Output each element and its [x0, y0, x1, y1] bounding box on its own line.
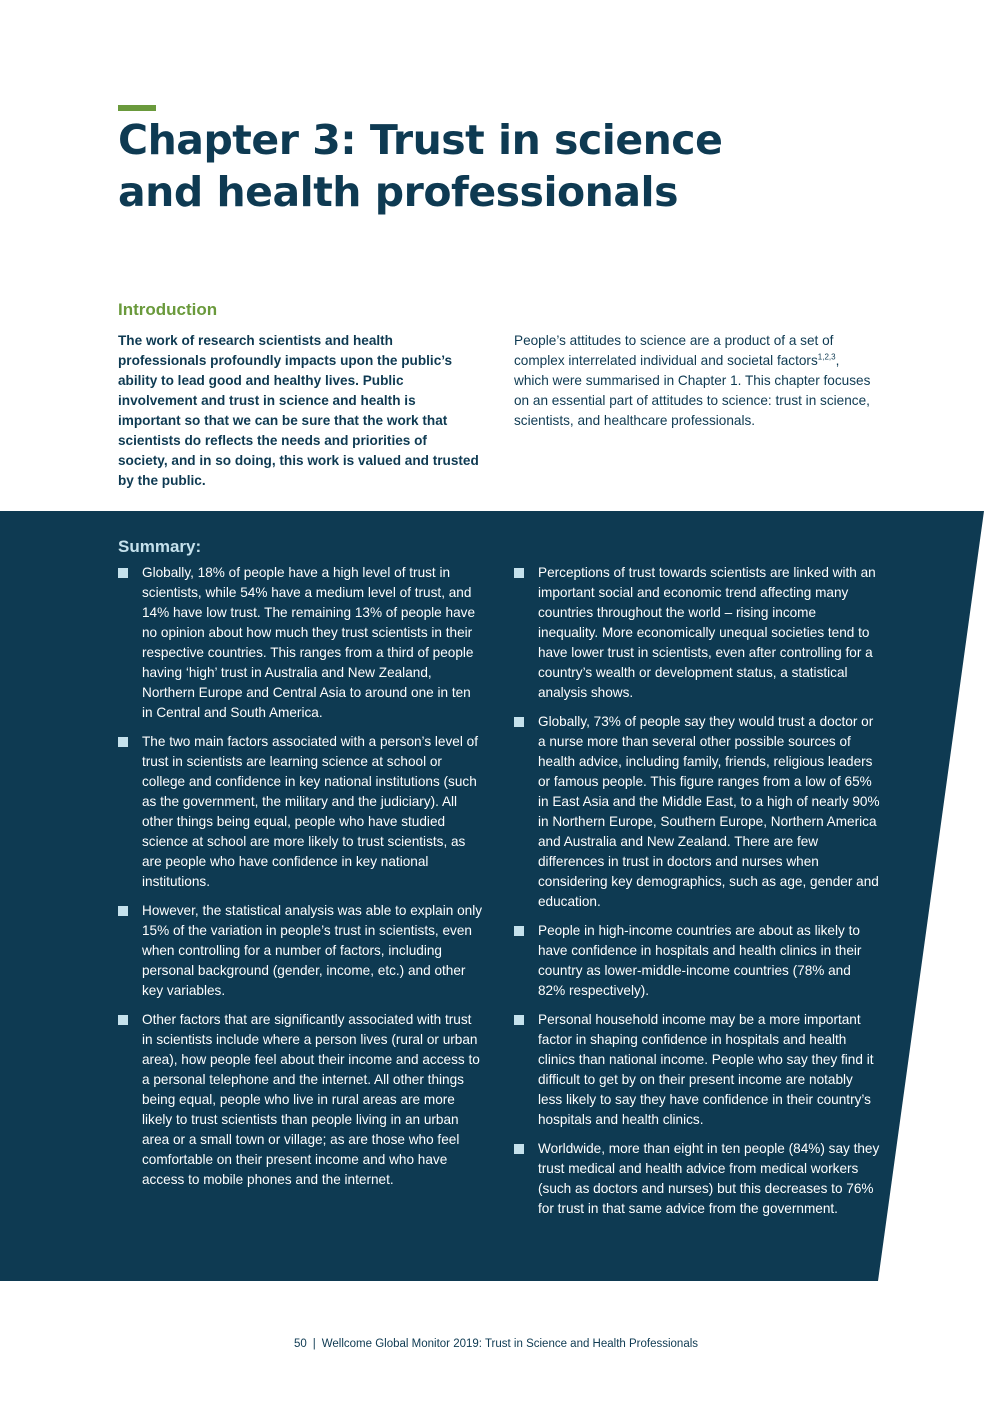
summary-item: [118, 732, 484, 892]
summary-list-left: [118, 563, 484, 1199]
square-bullet-icon: [514, 717, 524, 727]
footer-separator: |: [312, 1338, 316, 1350]
publication-title: Wellcome Global Monitor 2019: Trust in Science and Health Professionals: [321, 1338, 699, 1350]
summary-item-text: Personal household income may be a more important factor in shaping confidence in hospitals and health clinics than national income. People who say they find it difficult to get by on their present income are notably less likely to say they have confidence in their country’s hospitals and health clinics.: [538, 1012, 874, 1127]
square-bullet-icon: [514, 1144, 524, 1154]
introduction-body-paragraph: [514, 331, 876, 431]
introduction-heading: Introduction: [118, 300, 218, 319]
summary-item: [514, 1010, 880, 1130]
summary-item-text: However, the statistical analysis was able to explain only 15% of the variation in people’s trust in scientists, even when controlling for a number of factors, including personal background (gender, income, etc.) and other key variables.: [142, 903, 483, 998]
square-bullet-icon: [118, 568, 128, 578]
summary-list-right: [514, 563, 880, 1228]
summary-item-text: Globally, 18% of people have a high level of trust in scientists, while 54% have a medium level of trust, and 14% have low trust. The remaining 13% of people have no opinion about how much they trust scientists in their respective countries. This ranges from a third of people having ‘high’ trust in Australia and New Zealand, Northern Europe and Central Asia to around one in ten in Central and South America.: [142, 565, 476, 720]
summary-heading: Summary:: [118, 537, 202, 556]
summary-item: [118, 901, 484, 1001]
summary-item-text: Globally, 73% of people say they would trust a doctor or a nurse more than several other possible sources of health advice, including family, friends, religious leaders or famous people. This figure ranges from a low of 65% in East Asia and the Middle East, to a high of nearly 90% in Northern Europe, Southern Europe, Northern America and Australia and New Zealand. There are few differences in trust in doctors and nurses when considering key demographics, such as age, gender and education.: [538, 714, 880, 909]
square-bullet-icon: [514, 926, 524, 936]
summary-item-text: Other factors that are significantly associated with trust in scientists include where a person lives (rural or urban area), how people feel about their income and access to a personal telephone and the internet. All other things being equal, people who live in rural areas are more likely to trust scientists than people living in an urban area or a small town or village; as are those who feel comfortable on their present income and who have access to mobile phones and the internet.: [142, 1012, 480, 1187]
summary-item: [514, 921, 880, 1001]
summary-item-text: Worldwide, more than eight in ten people (84%) say they trust medical and health advice from medical workers (such as doctors and nurses) but this decreases to 76% for trust in that same advice from the government.: [538, 1141, 880, 1216]
page-footer: [0, 1338, 992, 1350]
chapter-title: [118, 114, 838, 218]
summary-item: [514, 563, 880, 703]
square-bullet-icon: [118, 737, 128, 747]
summary-item-text: People in high-income countries are about as likely to have confidence in hospitals and health clinics in their country as lower-middle-income countries (78% and 82% respectively).: [538, 923, 862, 998]
intro-text-part-2: , which were summarised in Chapter 1. This chapter focuses on an essential part of attitudes to science: trust in science, scientists, and healthcare professionals.: [514, 353, 871, 428]
summary-item: [514, 1139, 880, 1219]
summary-item: [118, 1010, 484, 1190]
square-bullet-icon: [118, 1015, 128, 1025]
summary-item: [514, 712, 880, 912]
square-bullet-icon: [514, 568, 524, 578]
square-bullet-icon: [118, 906, 128, 916]
page-number: 50: [293, 1338, 307, 1350]
intro-text-part-1: People’s attitudes to science are a product of a set of complex interrelated individual and societal factors: [514, 333, 834, 368]
title-accent-bar: [118, 105, 156, 111]
chapter-title-line-2: and health professionals: [118, 168, 678, 216]
square-bullet-icon: [514, 1015, 524, 1025]
summary-item: [118, 563, 484, 723]
summary-item-text: Perceptions of trust towards scientists are linked with an important social and economic trend affecting many countries throughout the world – rising income inequality. More economically unequal societies tend to have lower trust in scientists, even after controlling for a country’s wealth or development status, a statistical analysis shows.: [538, 565, 876, 700]
introduction-lead-paragraph: The work of research scientists and health professionals profoundly impacts upon the public’s ability to lead good and healthy lives. Public involvement and trust in science and health is important so that we can be sure that the work that scientists do reflects the needs and priorities of society, and in so doing, this work is valued and trusted by the public.: [118, 333, 479, 488]
summary-item-text: The two main factors associated with a person’s level of trust in scientists are learning science at school or college and confidence in key national institutions (such as the government, the military and the judiciary). All other things being equal, people who have studied science at school are more likely to trust scientists, as are people who have confidence in key national institutions.: [142, 734, 478, 889]
reference-superscript[interactable]: 1,2,3: [817, 352, 836, 362]
chapter-title-line-1: Chapter 3: Trust in science: [118, 116, 723, 164]
